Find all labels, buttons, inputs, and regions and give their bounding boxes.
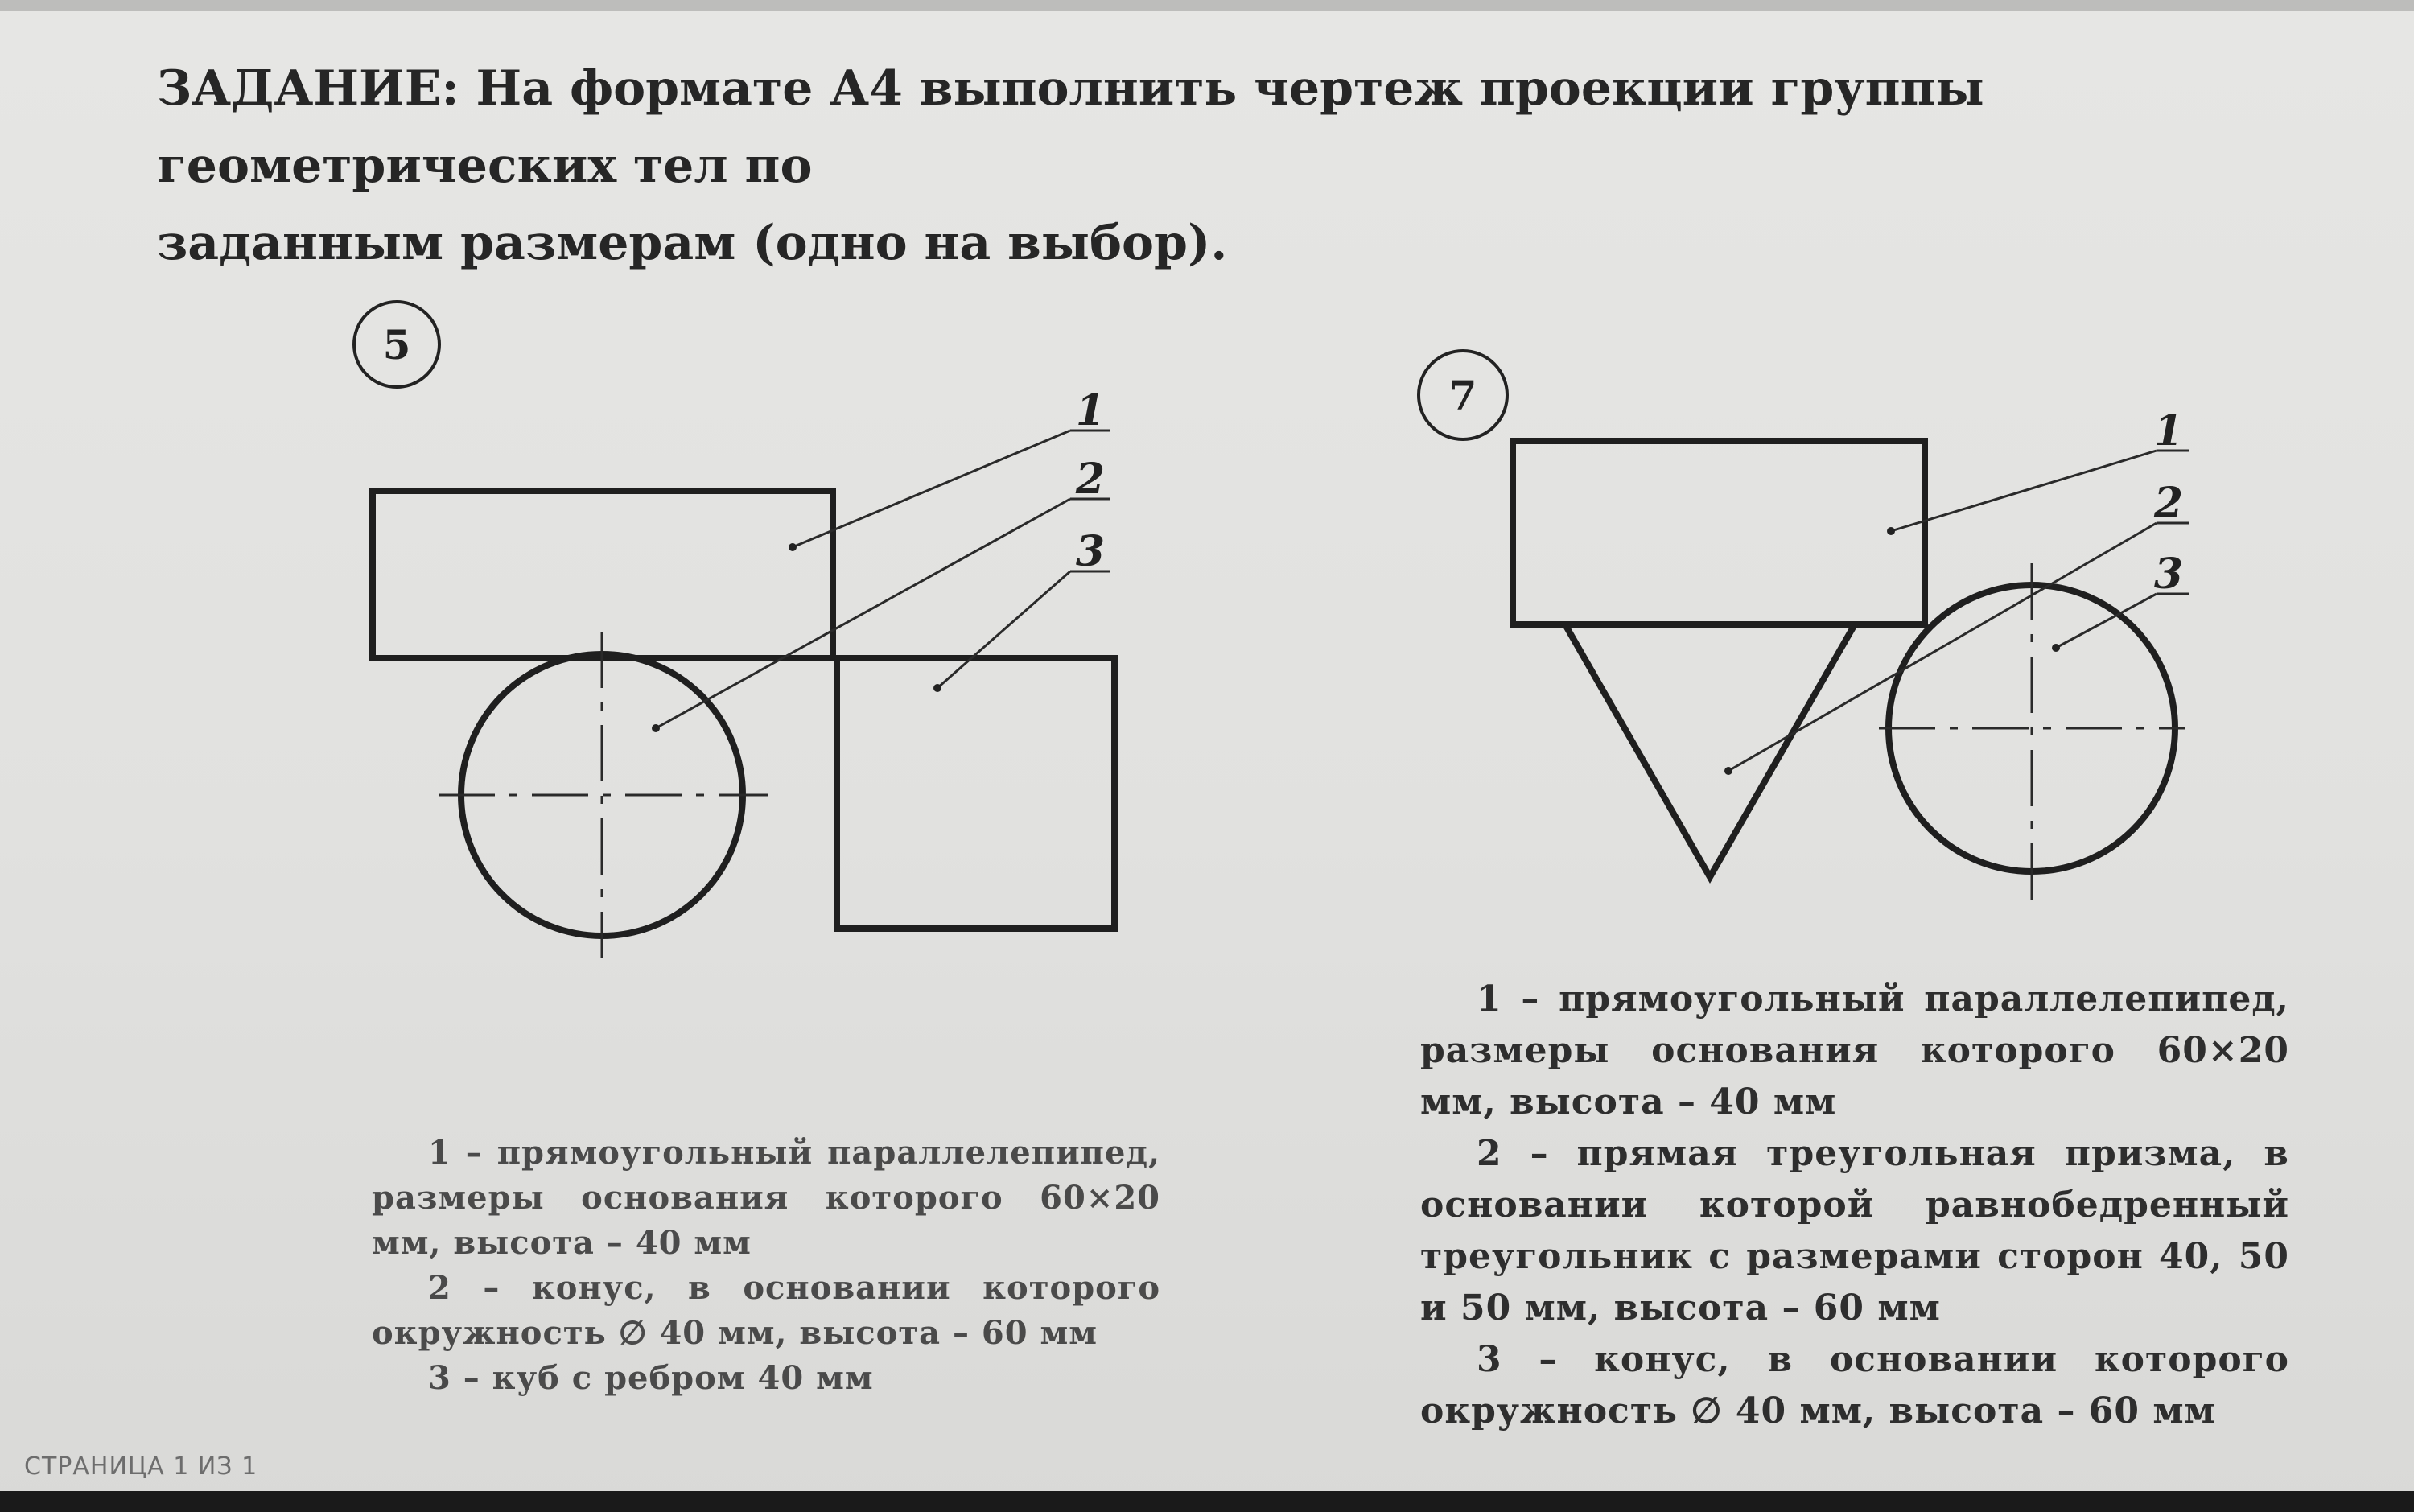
variant-7-legend bbox=[1420, 974, 2289, 1437]
drawing-variant-5 bbox=[354, 302, 1114, 958]
v7-label-3: 3 bbox=[2153, 550, 2184, 599]
v7-label-1: 1 bbox=[2153, 406, 2184, 455]
v5-label-3: 3 bbox=[1075, 527, 1106, 576]
v5-leader-2-dot bbox=[652, 724, 660, 732]
v5-leader-2 bbox=[656, 499, 1070, 728]
v5-leader-3-dot bbox=[933, 684, 941, 692]
variant-5-badge: 5 bbox=[382, 321, 411, 369]
v5-label-1: 1 bbox=[1075, 386, 1106, 435]
variant-5-legend bbox=[372, 1131, 1160, 1401]
heading-line-2: заданным размерам (одно на выбор). bbox=[157, 215, 1228, 271]
v7-leader-3-dot bbox=[2052, 644, 2060, 652]
page-indicator: СТРАНИЦА 1 ИЗ 1 bbox=[24, 1452, 258, 1481]
v5-cube bbox=[837, 658, 1114, 929]
v5-legend-item-1: 1 – прямоугольный параллелепипед, размеры основания которого 60×20 мм, высота – 40 мм bbox=[372, 1134, 1160, 1262]
variant-7-badge: 7 bbox=[1448, 372, 1477, 419]
v7-legend-item-2: 2 – прямая треугольная призма, в основании которой равнобедренный треугольник с размерами сторон 40, 50 и 50 мм, высота – 60 мм bbox=[1420, 1133, 2289, 1329]
v7-label-2: 2 bbox=[2153, 479, 2184, 528]
v7-leader-1 bbox=[1891, 451, 2157, 531]
v5-legend-item-3: 3 – куб с ребром 40 мм bbox=[428, 1359, 874, 1397]
drawing-variant-7 bbox=[1419, 351, 2189, 901]
v7-legend-item-1: 1 – прямоугольный параллелепипед, размеры основания которого 60×20 мм, высота – 40 мм bbox=[1420, 978, 2289, 1123]
v7-triangular-prism bbox=[1565, 624, 1855, 877]
heading-line-1: ЗАДАНИЕ: На формате А4 выполнить чертеж проекции группы геометрических тел по bbox=[157, 60, 1984, 194]
v7-leader-2-dot bbox=[1724, 767, 1732, 775]
v5-leader-1-dot bbox=[789, 543, 797, 551]
v5-leader-3 bbox=[937, 571, 1070, 688]
v5-legend-item-2: 2 – конус, в основании которого окружность ∅ 40 мм, высота – 60 мм bbox=[372, 1269, 1160, 1352]
v7-legend-item-3: 3 – конус, в основании которого окружность ∅ 40 мм, высота – 60 мм bbox=[1420, 1339, 2289, 1432]
v7-leader-2 bbox=[1728, 523, 2157, 771]
v7-parallelepiped bbox=[1513, 441, 1925, 624]
screen-bottom-bezel bbox=[0, 1491, 2414, 1512]
v5-label-2: 2 bbox=[1075, 455, 1106, 504]
v7-leader-1-dot bbox=[1887, 527, 1895, 535]
